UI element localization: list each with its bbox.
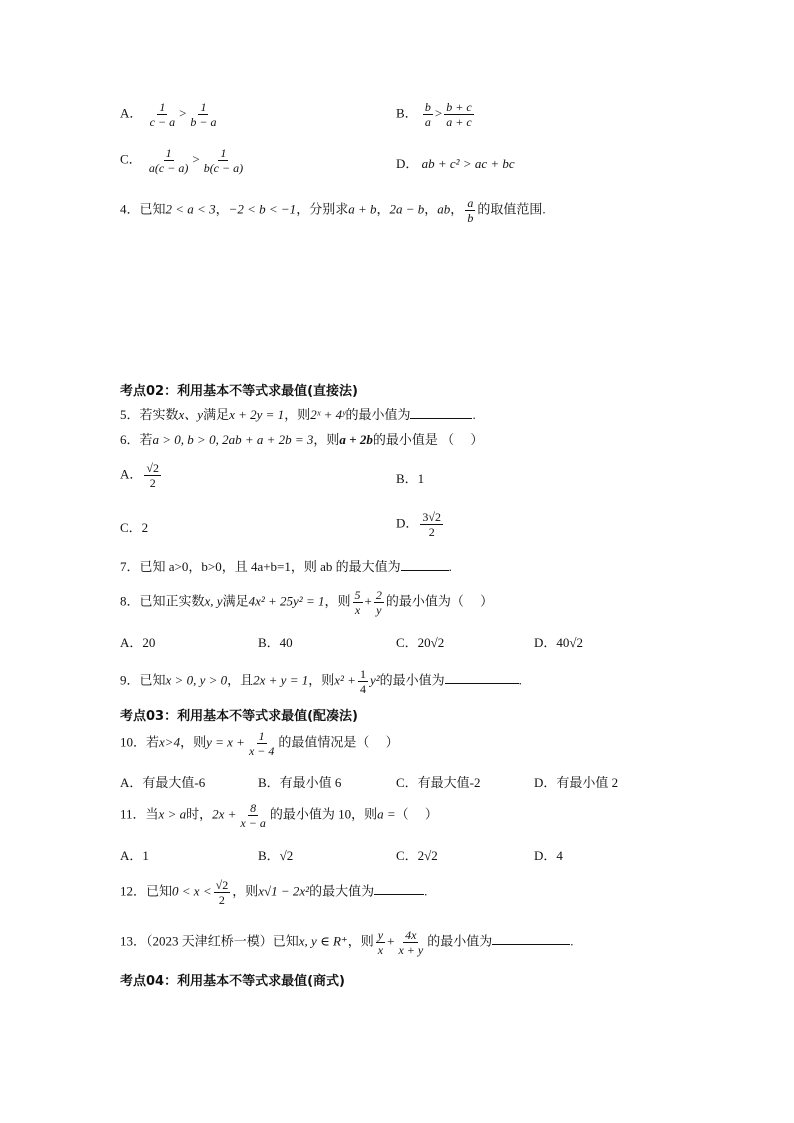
- fraction: $\frac{1}{a(c - a)}$: [148, 146, 189, 175]
- question-10: 10．若x>4，则y = x + $\frac{1}{x - 4}$ 的最值情况是（ ）: [120, 729, 399, 758]
- q10-option-a[interactable]: A．有最大值-6: [120, 775, 206, 790]
- fraction: $\frac{√2}{2}$: [215, 878, 229, 907]
- q11-option-d[interactable]: D．4: [534, 848, 563, 863]
- question-13: 13．（2023 天津红桥一模）已知x, y ∈ R⁺，则 $\frac{y}{x}$ + $\frac{4x}{x + y}$ 的最小值为 .: [120, 928, 574, 957]
- fraction: $\frac{3√2}{2}$: [422, 510, 441, 539]
- question-9: 9．已知x > 0, y > 0，且2x + y = 1，则x² + $\frac{1}{4}$ y²的最小值为 .: [120, 667, 522, 696]
- q8-option-d[interactable]: D．40√2: [534, 635, 584, 650]
- fraction: $\frac{1}{b - a}$: [190, 100, 217, 129]
- q11-option-b[interactable]: B．√2: [258, 848, 294, 863]
- q11-option-a[interactable]: A．1: [120, 848, 149, 863]
- question-7: 7．已知 a>0，b>0，且 4a+b=1，则 ab 的最大值为 .: [120, 559, 452, 574]
- q10-option-d[interactable]: D．有最小值 2: [534, 775, 619, 790]
- fraction: $\frac{b + c}{a + c}$: [446, 100, 472, 129]
- fraction: $\frac{4x}{x + y}$: [398, 928, 424, 957]
- q3-option-a[interactable]: A． $\frac{1}{c - a}$ > $\frac{1}{b - a}$: [120, 100, 217, 129]
- fraction: $\frac{b}{a}$: [424, 100, 431, 129]
- answer-blank[interactable]: [401, 558, 449, 571]
- q6-option-c[interactable]: C．2: [120, 520, 149, 535]
- section-heading: 考点02：利用基本不等式求最值(直接法): [120, 384, 358, 399]
- fraction: $\frac{√2}{2}$: [146, 461, 159, 490]
- q3-option-b[interactable]: B． $\frac{b}{a}$ > $\frac{b + c}{a + c}$: [396, 100, 472, 129]
- fraction: $\frac{y}{x}$: [377, 928, 384, 957]
- q6-option-a[interactable]: A． $\frac{√2}{2}$: [120, 461, 159, 490]
- question-5: 5．若实数x、y满足x + 2y = 1，则2ˣ + 4ʸ的最小值为 .: [120, 407, 476, 422]
- section-heading: 考点03：利用基本不等式求最值(配凑法): [120, 709, 358, 724]
- fraction: $\frac{1}{x - 4}$: [248, 729, 275, 758]
- fraction: $\frac{1}{b(c - a)}$: [203, 146, 244, 175]
- question-6: 6．若a > 0, b > 0, 2ab + a + 2b = 3，则a + 2b的最小值是 （ ）: [120, 432, 484, 447]
- q10-option-b[interactable]: B．有最小值 6: [258, 775, 342, 790]
- section-heading: 考点04：利用基本不等式求最值(商式): [120, 974, 345, 989]
- question-8: 8．已知正实数x, y满足4x² + 25y² = 1，则 $\frac{5}{x}$ + $\frac{2}{y}$ 的最小值为（ ）: [120, 588, 494, 617]
- fraction: $\frac{5}{x}$: [354, 588, 361, 617]
- answer-blank[interactable]: [492, 932, 570, 945]
- q8-option-a[interactable]: A．20: [120, 635, 156, 650]
- q6-option-b[interactable]: B．1: [396, 471, 425, 486]
- fraction: $\frac{1}{4}$: [359, 667, 366, 696]
- q8-option-c[interactable]: C．20√2: [396, 635, 445, 650]
- q10-option-c[interactable]: C．有最大值-2: [396, 775, 481, 790]
- question-12: 12．已知0 < x < $\frac{√2}{2}$ ，则x√1 − 2x²的最大值为 .: [120, 878, 428, 907]
- answer-blank[interactable]: [445, 671, 519, 684]
- question-4: 4．已知2 < a < 3，−2 < b < −1，分别求a + b，2a − b，ab， $\frac{a}{b}$ 的取值范围.: [120, 196, 546, 225]
- fraction: $\frac{a}{b}$: [467, 196, 474, 225]
- q3-option-d[interactable]: D． ab + c² > ac + bc: [396, 156, 515, 171]
- answer-blank[interactable]: [410, 406, 472, 419]
- q11-option-c[interactable]: C．2√2: [396, 848, 438, 863]
- q3-option-c[interactable]: C． $\frac{1}{a(c - a)}$ > $\frac{1}{b(c - a)}$: [120, 146, 244, 175]
- q8-option-b[interactable]: B．40: [258, 635, 293, 650]
- fraction: $\frac{1}{c - a}$: [149, 100, 176, 129]
- answer-blank[interactable]: [374, 882, 424, 895]
- q6-option-d[interactable]: D． $\frac{3√2}{2}$: [396, 510, 441, 539]
- question-11: 11．当x > a时，2x + $\frac{8}{x - a}$ 的最小值为 10，则a =（ ）: [120, 801, 438, 830]
- fraction: $\frac{2}{y}$: [375, 588, 382, 617]
- fraction: $\frac{8}{x - a}$: [240, 801, 266, 830]
